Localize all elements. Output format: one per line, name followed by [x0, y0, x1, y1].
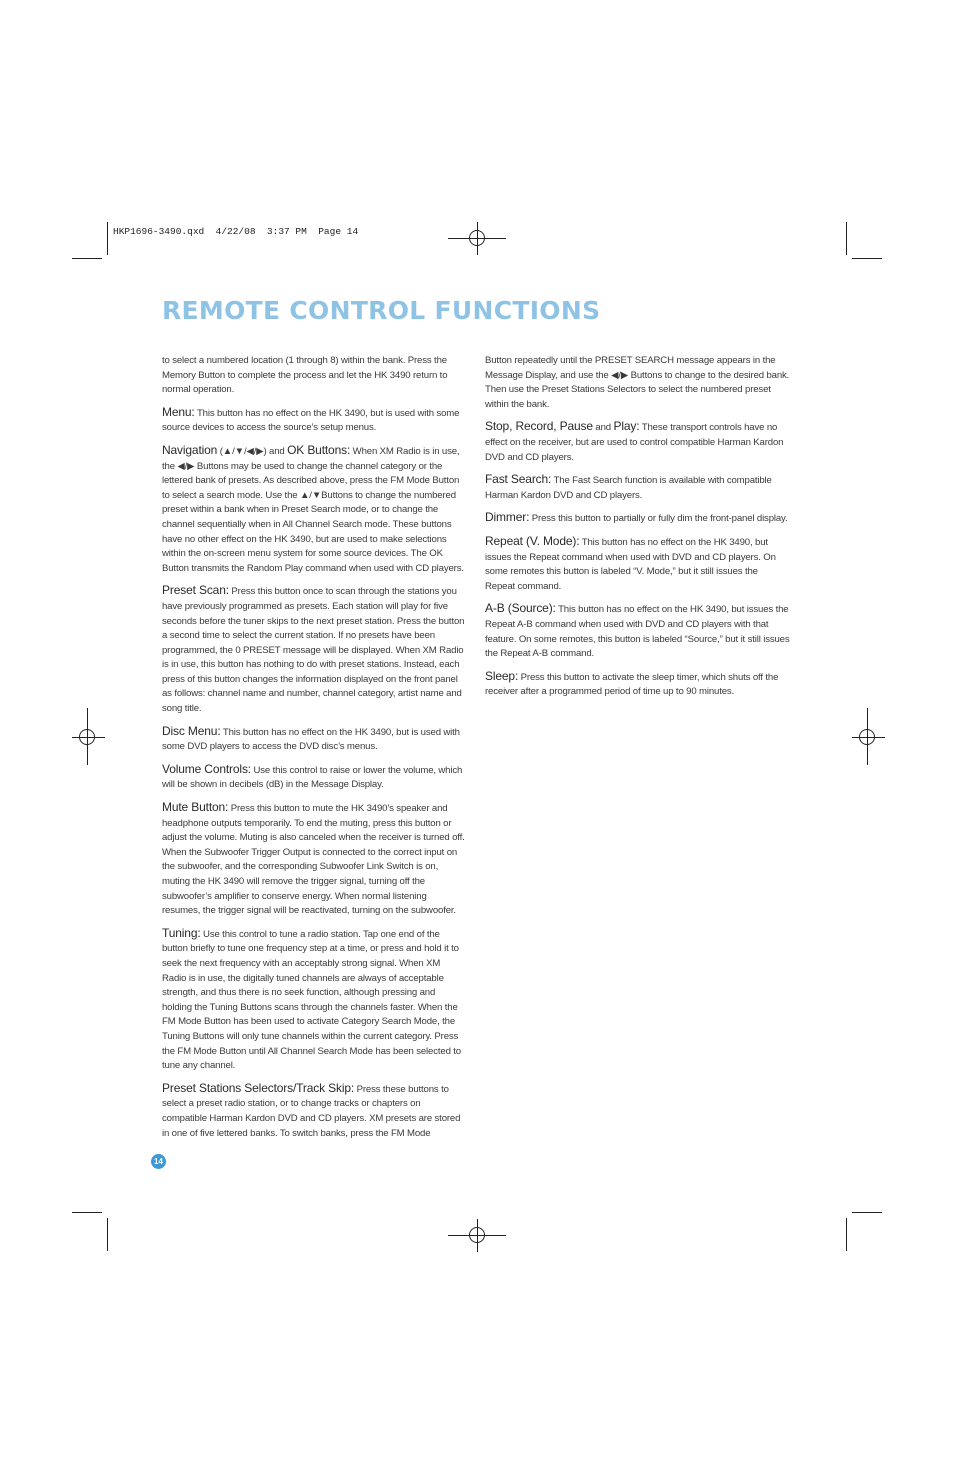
- paragraph-body: This button has no effect on the HK 3490, but issues the Repeat command when used with DVD and CD players. On some remotes this button is labeled “V. Mode,” but it still issues the Repeat command.: [485, 536, 776, 592]
- paragraph-body: This button has no effect on the HK 3490, but is used with some source devices to access the source’s setup menus.: [162, 407, 460, 434]
- paragraph: [162, 443, 467, 576]
- registration-circle-icon: [79, 729, 95, 745]
- crop-mark: [107, 1218, 108, 1251]
- paragraph: [162, 405, 467, 436]
- paragraph: [162, 800, 467, 919]
- paragraph: [162, 1081, 467, 1141]
- term-label: Volume Controls:: [162, 761, 251, 776]
- term-connector: and: [592, 422, 614, 434]
- paragraph: [485, 419, 790, 465]
- crop-mark: [846, 1218, 847, 1251]
- paragraph-body: These transport controls have no effect on the receiver, but are used to control compatible Harman Kardon DVD and CD players.: [485, 422, 784, 463]
- paragraph-body: The Fast Search function is available with compatible Harman Kardon DVD and CD players.: [485, 475, 772, 501]
- page-title: REMOTE CONTROL FUNCTIONS: [162, 296, 601, 325]
- page-number-badge: 14: [151, 1154, 166, 1169]
- paragraph-body: Use this control to tune a radio station. Tap one end of the button briefly to tune one frequency step at a time, or press and hold it to seek the next frequency with an acceptably strong signal. When XM Radio is in use, the digitally tuned channels are always of acceptable strength, and thus there is no seek function, although pressing and holding the Tuning Buttons scans through the channels faster. When the FM Mode Button has been used to activate Category Search Mode, the Tuning Buttons will only tune channels within the current category. Press the FM Mode Button until All Channel Search Mode has been selected to tune any channel.: [162, 928, 461, 1072]
- registration-circle-icon: [469, 1227, 485, 1243]
- term-label: OK Buttons:: [287, 442, 351, 457]
- term-label: Menu:: [162, 404, 195, 419]
- crop-mark: [72, 1212, 102, 1213]
- term-label: Tuning:: [162, 925, 201, 940]
- term-label: Dimmer:: [485, 510, 530, 525]
- paragraph: [485, 510, 790, 527]
- crop-mark: [107, 222, 108, 255]
- term-label: Mute Button:: [162, 800, 229, 815]
- paragraph: [162, 354, 467, 398]
- paragraph: [162, 762, 467, 793]
- paragraph: [162, 583, 467, 716]
- paragraph: [162, 926, 467, 1074]
- crop-mark: [846, 222, 847, 255]
- term-label: Stop, Record, Pause: [485, 419, 593, 434]
- paragraph: [485, 534, 790, 594]
- paragraph-body: Press these buttons to select a preset radio station, or to change tracks or chapters on compatible Harman Kardon DVD and CD players. XM presets are stored in one of five lettered banks. To switch banks, press the FM Mode: [162, 1083, 461, 1139]
- paragraph-body: Button repeatedly until the PRESET SEARCH message appears in the Message Display, and use the ◀/▶ Buttons to change to the desired bank. Then use the Preset Stations Selectors to select the numbered preset within the bank.: [485, 355, 790, 410]
- term-label: Fast Search:: [485, 472, 552, 487]
- crop-mark: [852, 258, 882, 259]
- right-column: [485, 354, 790, 707]
- paragraph-body: Use this control to raise or lower the volume, which will be shown in decibels (dB) in the Message Display.: [162, 764, 463, 791]
- paragraph-body: This button has no effect on the HK 3490, but is used with some DVD players to access the DVD disc’s menus.: [162, 726, 460, 753]
- term-label: Preset Scan:: [162, 583, 229, 598]
- term-label: Navigation: [162, 442, 218, 457]
- term-label: Repeat (V. Mode):: [485, 533, 580, 548]
- file-slug: HKP1696-3490.qxd 4/22/08 3:37 PM Page 14: [113, 226, 359, 237]
- crop-mark: [852, 1212, 882, 1213]
- term-label: A-B (Source):: [485, 601, 556, 616]
- crop-mark: [72, 258, 102, 259]
- paragraph: [485, 601, 790, 661]
- registration-circle-icon: [859, 729, 875, 745]
- term-connector: (▲/▼/◀/▶) and: [217, 445, 288, 457]
- paragraph-body: Press this button to mute the HK 3490’s speaker and headphone outputs temporarily. To end the muting, press this button or adjust the volume. Muting is also canceled when the receiver is turned off. When the Subwoofer Trigger Output is connected to the correct input on the subwoofer, and the corresponding Subwoofer Link Switch is on, muting the HK 3490 will remove the trigger signal, turning off the subwoofer’s amplifier to conserve energy. When normal listening resumes, the trigger signal will be reactivated, turning on the subwoofer.: [162, 803, 465, 917]
- paragraph-body: Press this button to partially or fully dim the front-panel display.: [529, 513, 788, 525]
- paragraph: [485, 669, 790, 700]
- term-label: Sleep:: [485, 668, 519, 683]
- paragraph-body: to select a numbered location (1 through 8) within the bank. Press the Memory Button to complete the process and let the HK 3490 return to normal operation.: [162, 355, 448, 396]
- paragraph: [485, 354, 790, 412]
- term-label: Preset Stations Selectors/Track Skip:: [162, 1080, 355, 1095]
- paragraph: [485, 472, 790, 503]
- term-label: Play:: [613, 419, 640, 434]
- paragraph-body: Press this button once to scan through the stations you have previously programmed as presets. Each station will play for five seconds before the tuner skips to the next preset station. Press the button a second time to select the current station. If no presets have been programmed, the 0 PRESET message will be displayed. When XM Radio is in use, this button has nothing to do with preset stations. Instead, each press of this button changes the information displayed on the front panel as follows: channel name and number, channel category, artist name and song title.: [162, 586, 465, 715]
- paragraph-body: When XM Radio is in use, the ◀/▶ Buttons may be used to change the channel category or the lettered bank of presets. As described above, press the FM Mode Button to select a search mode. Use the ▲/▼Buttons to change the numbered preset within a bank when in Preset Search mode, or to change the channel sequentially when in All Channel Search mode. These buttons have no other effect on the HK 3490, but are used to make selections within the on-screen menu system for some source devices. The OK Button transmits the Random Play command when used with CD players.: [162, 445, 464, 574]
- paragraph-body: This button has no effect on the HK 3490, but issues the Repeat A-B command when used with DVD and CD players with that feature. On some remotes, this button is labeled “Source,” but it still issues the Repeat A-B command.: [485, 604, 790, 660]
- left-column: [162, 354, 467, 1148]
- paragraph: [162, 724, 467, 755]
- registration-circle-icon: [469, 230, 485, 246]
- term-label: Disc Menu:: [162, 723, 221, 738]
- paragraph-body: Press this button to activate the sleep timer, which shuts off the receiver after a programmed period of time up to 90 minutes.: [485, 671, 779, 698]
